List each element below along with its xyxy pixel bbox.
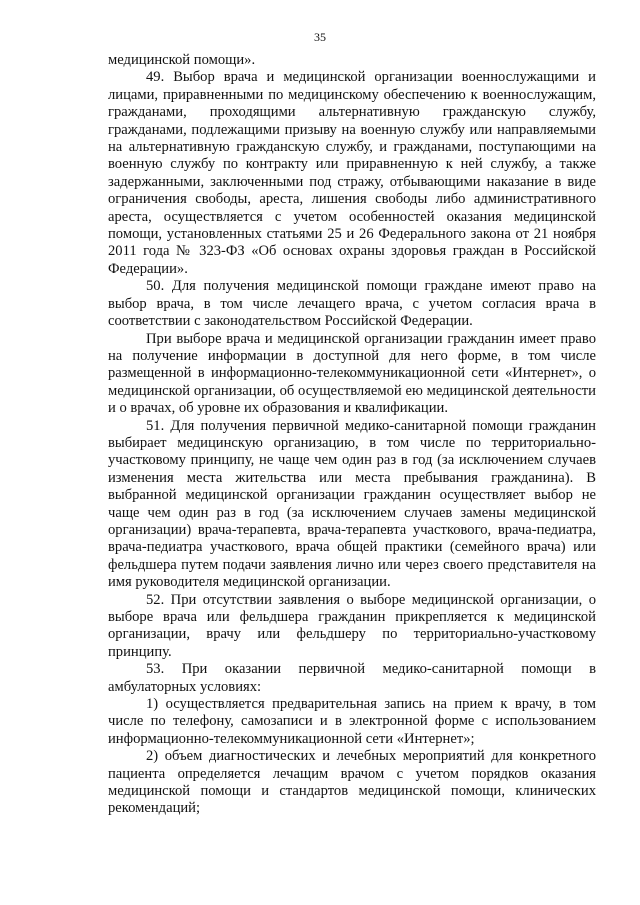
paragraph-item-53: 53. При оказании первичной медико-санитарной помощи в амбулаторных условиях: [108,661,596,695]
paragraph-subitem-1: 1) осуществляется предварительная запись на прием к врачу, в том числе по телефону, самозаписи и в электронной форме с использованием информационно-телекоммуникационной сети «Интернет»; [108,696,596,747]
paragraph-choice-info: При выборе врача и медицинской организации гражданин имеет право на получение информации в доступной для него форме, в том числе размещенной в информационно-телекоммуникационной сети «Интернет», о медицинской организации, об осуществляемой ею медицинской деятельности и о врачах, об уровне их образования и квалификации. [108,330,596,417]
paragraph-item-50: 50. Для получения медицинской помощи граждане имеют право на выбор врача, в том числе лечащего врача, с учетом согласия врача в соответствии с законодательством Российской Федерации. [108,278,596,330]
document-body [108,52,596,818]
paragraph-item-51: 51. Для получения первичной медико-санитарной помощи гражданин выбирает медицинскую организацию, в том числе по территориально-участковому принципу, не чаще чем один раз в год (за исключением случаев изменения места жительства или места пребывания гражданина). В выбранной медицинской организации гражданин осуществляет выбор не чаще чем один раз в год (за исключением случаев замены медицинской организации) врача-терапевта, врача-терапевта участкового, врача-педиатра, врача-педиатра участкового, врача общей практики (семейного врача) или фельдшера путем подачи заявления лично или через своего представителя на имя руководителя медицинской организации. [108,417,596,591]
paragraph-continuation: медицинской помощи». [108,52,256,68]
paragraph-item-49: 49. Выбор врача и медицинской организации военнослужащими и лицами, приравненными по медицинскому обеспечению к военнослужащим, гражданами, проходящими альтернативную гражданскую службу, гражданами, подлежащими призыву на военную службу или направляемыми на альтернативную гражданскую службу, и гражданами, поступающими на военную службу по контракту или приравненную к ней службу, а также задержанными, заключенными под стражу, отбывающими наказание в виде ограничения свободы, ареста, лишения свободы либо административного ареста, осуществляется с учетом особенностей оказания медицинской помощи, установленных статьями 25 и 26 Федерального закона от 21 ноября 2011 года № 323-ФЗ «Об основах охраны здоровья граждан в Российской Федерации». [108,69,596,277]
page-number: 35 [314,30,326,44]
paragraph-item-52: 52. При отсутствии заявления о выборе медицинской организации, о выборе врача или фельдшера гражданин прикрепляется к медицинской организации, врачу или фельдшеру по территориально-участковому принципу. [108,591,596,660]
paragraph-subitem-2: 2) объем диагностических и лечебных мероприятий для конкретного пациента определяется лечащим врачом с учетом порядков оказания медицинской помощи и стандартов медицинской помощи, клинических рекомендаций; [108,748,596,817]
